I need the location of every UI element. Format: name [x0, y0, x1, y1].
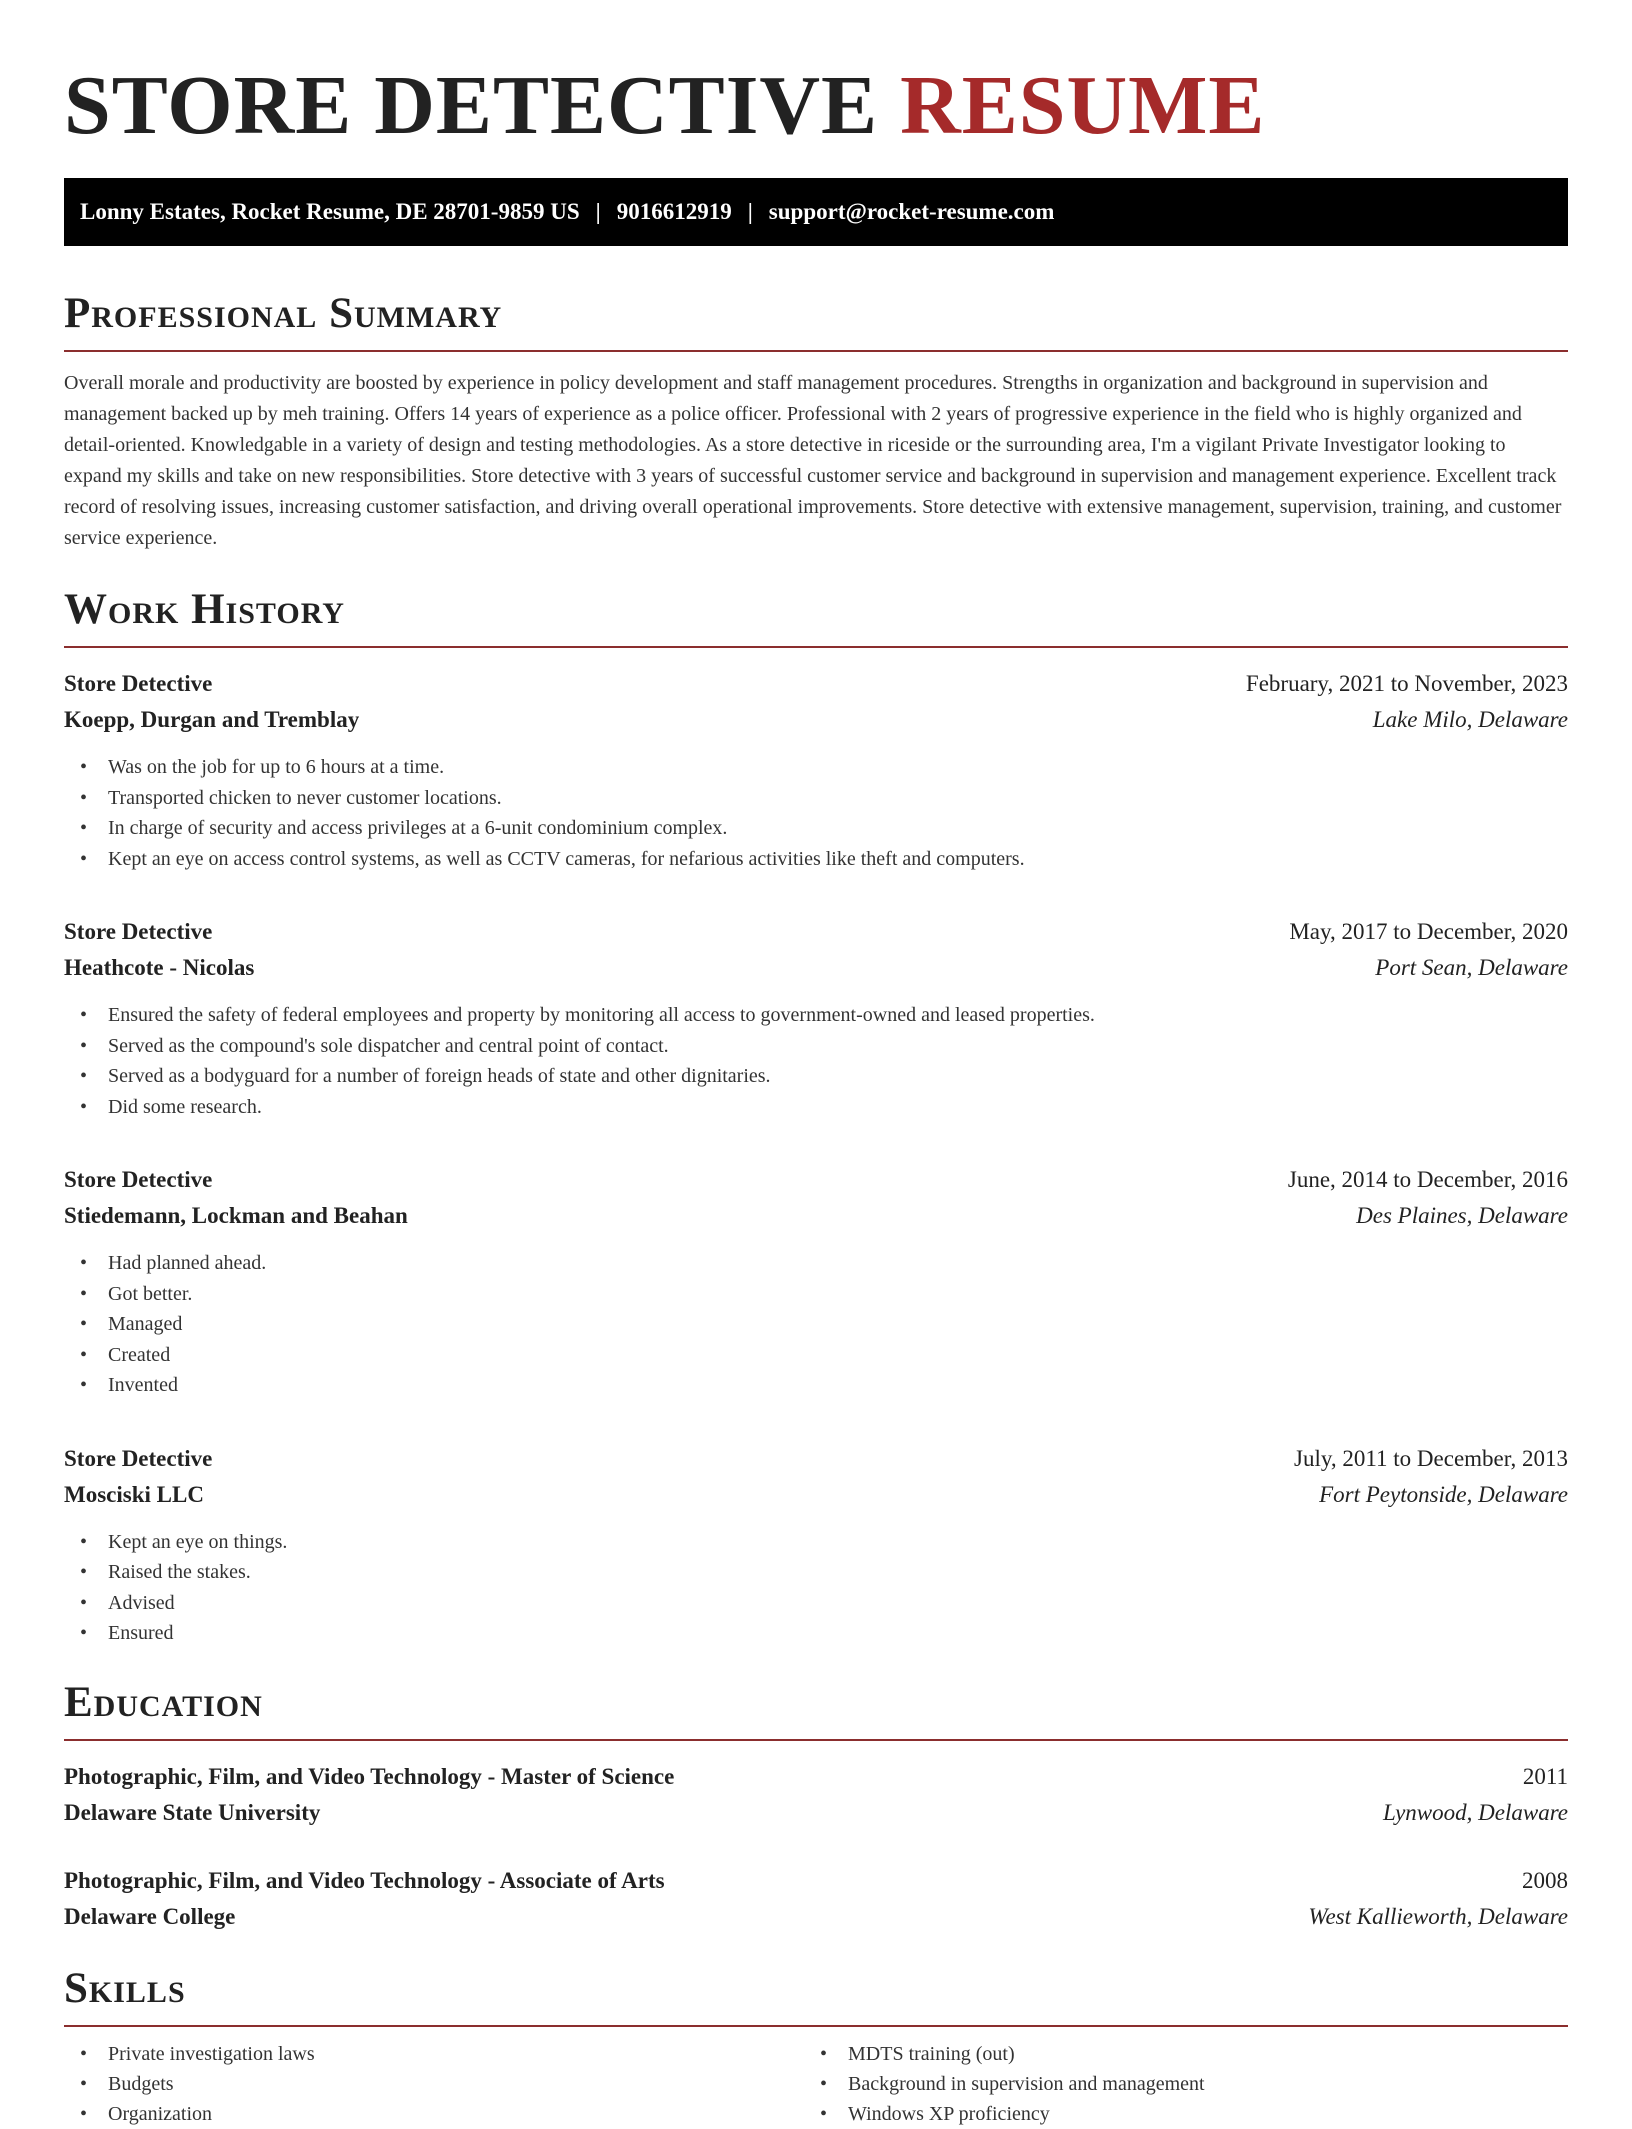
job-location: Port Sean, Delaware: [1375, 955, 1568, 980]
job-title: Store Detective: [64, 671, 213, 696]
list-item: • Invented: [64, 1370, 1568, 1401]
education-entry: [64, 1863, 1568, 1935]
education-entry: [64, 1759, 1568, 1831]
job-entry: [64, 1441, 1568, 1649]
resume-title: [64, 58, 1568, 154]
job-company: Koepp, Durgan and Tremblay: [64, 707, 360, 732]
resume-page: [64, 0, 1568, 2129]
edu-degree: Photographic, Film, and Video Technology - Master of Science: [64, 1763, 675, 1789]
professional-summary-section: [64, 288, 1568, 554]
list-item: • Had planned ahead.: [64, 1248, 1568, 1279]
list-item: • In charge of security and access privileges at a 6-unit condominium complex.: [64, 813, 1568, 844]
job-location: Fort Peytonside, Delaware: [1319, 1481, 1568, 1507]
skill-item: • Budgets: [64, 2069, 804, 2099]
job-entry: [64, 1162, 1568, 1401]
edu-school: Delaware College: [64, 1903, 236, 1929]
contact-bar: [64, 178, 1568, 246]
skill-item: • Private investigation laws: [64, 2039, 804, 2069]
contact-address: Lonny Estates, Rocket Resume, DE 28701-9859 US: [80, 199, 580, 224]
job-dates: July, 2011 to December, 2013: [1294, 1445, 1568, 1471]
edu-location: Lynwood, Delaware: [1382, 1799, 1568, 1825]
job-entry: [64, 914, 1568, 1122]
list-item: • Did some research.: [64, 1092, 1568, 1123]
work-history-section: [64, 584, 1568, 1649]
job-company: Mosciski LLC: [64, 1481, 204, 1507]
title-accent: RESUME: [900, 59, 1266, 152]
job-dates: June, 2014 to December, 2016: [1287, 1167, 1568, 1192]
skills-column-left: [64, 2039, 804, 2129]
job-dates: May, 2017 to December, 2020: [1289, 919, 1568, 944]
skills-grid: [64, 2039, 1568, 2129]
section-heading: Education: [64, 1677, 1568, 1741]
job-bullets: [64, 752, 1568, 874]
skill-item: • Windows XP proficiency: [804, 2099, 1544, 2129]
list-item: • Transported chicken to never customer locations.: [64, 783, 1568, 814]
skill-item: • MDTS training (out): [804, 2039, 1544, 2069]
section-heading: Work History: [64, 584, 1568, 648]
job-location: Lake Milo, Delaware: [1372, 707, 1568, 732]
list-item: • Advised: [64, 1588, 1568, 1619]
list-item: • Created: [64, 1340, 1568, 1371]
list-item: • Managed: [64, 1309, 1568, 1340]
section-heading: Professional Summary: [64, 288, 1568, 352]
edu-degree: Photographic, Film, and Video Technology - Associate of Arts: [64, 1867, 665, 1893]
list-item: • Kept an eye on access control systems, as well as CCTV cameras, for nefarious activities like theft and computers.: [64, 844, 1568, 875]
skill-item: • Background in supervision and management: [804, 2069, 1544, 2099]
contact-separator: |: [595, 199, 601, 224]
list-item: • Served as a bodyguard for a number of foreign heads of state and other dignitaries.: [64, 1061, 1568, 1092]
list-item: • Raised the stakes.: [64, 1557, 1568, 1588]
skills-column-right: [804, 2039, 1544, 2129]
job-bullets: [64, 1000, 1568, 1122]
job-location: Des Plaines, Delaware: [1356, 1203, 1568, 1228]
job-entry: [64, 666, 1568, 874]
job-title: Store Detective: [64, 1445, 213, 1471]
job-bullets: [64, 1527, 1568, 1649]
title-main: STORE DETECTIVE: [64, 59, 879, 152]
job-title: Store Detective: [64, 919, 213, 944]
edu-school: Delaware State University: [64, 1799, 321, 1825]
list-item: • Served as the compound's sole dispatcher and central point of contact.: [64, 1031, 1568, 1062]
job-company: Stiedemann, Lockman and Beahan: [64, 1203, 408, 1228]
contact-phone: 9016612919: [616, 199, 732, 224]
section-heading: Skills: [64, 1963, 1568, 2027]
edu-location: West Kallieworth, Delaware: [1308, 1903, 1568, 1929]
job-company: Heathcote - Nicolas: [64, 955, 255, 980]
job-bullets: [64, 1248, 1568, 1401]
edu-year: 2008: [1522, 1867, 1568, 1893]
edu-year: 2011: [1522, 1763, 1568, 1789]
skills-section: [64, 1963, 1568, 2129]
list-item: • Ensured: [64, 1618, 1568, 1649]
contact-email: support@rocket-resume.com: [768, 199, 1055, 224]
list-item: • Got better.: [64, 1279, 1568, 1310]
list-item: • Was on the job for up to 6 hours at a time.: [64, 752, 1568, 783]
list-item: • Kept an eye on things.: [64, 1527, 1568, 1558]
job-dates: February, 2021 to November, 2023: [1245, 671, 1568, 696]
contact-separator: |: [747, 199, 753, 224]
summary-text: Overall morale and productivity are boosted by experience in policy development and staff management procedures. Strengths in organization and background in supervision and management backed up by meh training. Offers 14 years of experience as a police officer. Professional with 2 years of progressive experience in the field who is highly organized and detail-oriented. Knowledgable in a variety of design and testing methodologies. As a store detective in riceside or the surrounding area, I'm a vigilant Private Investigator looking to expand my skills and take on new responsibilities. Store detective with 3 years of successful customer service and background in supervision and management experience. Excellent track record of resolving issues, increasing customer satisfaction, and driving overall operational improvements. Store detective with extensive management, supervision, training, and customer service experience.: [64, 372, 1562, 549]
education-section: [64, 1677, 1568, 1935]
skill-item: • Organization: [64, 2099, 804, 2129]
list-item: • Ensured the safety of federal employees and property by monitoring all access to government-owned and leased properties.: [64, 1000, 1568, 1031]
job-title: Store Detective: [64, 1167, 213, 1192]
